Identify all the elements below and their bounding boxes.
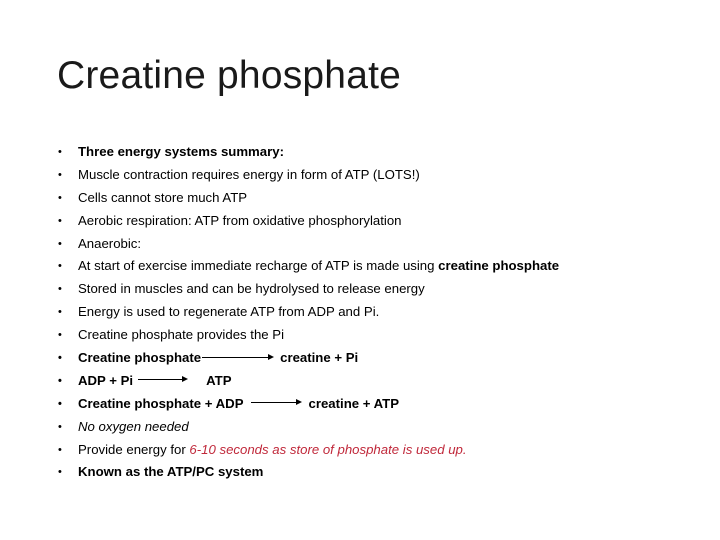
- list-item: [56, 212, 559, 235]
- list-item: [56, 395, 559, 418]
- item-text: Provide energy for: [78, 441, 190, 457]
- list-item: [56, 235, 559, 258]
- product-text: creatine + Pi: [280, 350, 359, 366]
- list-item: [56, 349, 559, 372]
- bullet-icon: •: [58, 146, 62, 158]
- list-item: [56, 326, 559, 349]
- item-text: Cells cannot store much ATP: [78, 189, 248, 205]
- bullet-icon: •: [58, 466, 62, 479]
- reactant-text: Creatine phosphate + ADP: [78, 395, 244, 411]
- bullet-icon: •: [58, 283, 62, 296]
- bullet-icon: •: [58, 374, 62, 387]
- bullet-icon: •: [58, 260, 62, 273]
- highlighted-text: 6-10 seconds as store of phosphate is used up.: [189, 441, 467, 457]
- item-text: Energy is used to regenerate ATP from ADP and Pi.: [78, 304, 380, 320]
- item-text-bold: creatine phosphate: [438, 258, 560, 274]
- item-text: Anaerobic:: [78, 235, 142, 251]
- item-text: Three energy systems summary:: [78, 144, 284, 159]
- item-text: At start of exercise immediate recharge of ATP is made using: [78, 258, 439, 274]
- list-item: [56, 257, 559, 280]
- list-item: [56, 303, 559, 326]
- bullet-icon: •: [58, 352, 62, 365]
- product-text: ATP: [206, 372, 232, 388]
- arrow-icon: [251, 402, 300, 404]
- item-text: Known as the ATP/PC system: [78, 464, 264, 480]
- item-text: No oxygen needed: [78, 418, 189, 434]
- list-item: [56, 463, 559, 486]
- slide-title: Creatine phosphate: [57, 54, 402, 97]
- list-item: [56, 143, 559, 166]
- reactant-text: Creatine phosphate: [78, 350, 202, 366]
- list-item: [56, 189, 559, 212]
- product-text: creatine + ATP: [308, 395, 400, 411]
- list-item: [56, 280, 559, 303]
- bullet-icon: •: [58, 237, 62, 250]
- item-text: Aerobic respiration: ATP from oxidative phosphorylation: [78, 212, 402, 228]
- bullet-icon: •: [58, 329, 62, 342]
- bullet-icon: •: [58, 191, 62, 204]
- item-text: Muscle contraction requires energy in form of ATP (LOTS!): [78, 166, 420, 182]
- item-text: Creatine phosphate provides the Pi: [78, 327, 285, 343]
- arrow-icon: [202, 357, 272, 359]
- bullet-icon: •: [58, 397, 62, 410]
- list-item: [56, 418, 559, 441]
- list-item: [56, 441, 559, 464]
- reactant-text: ADP + Pi: [78, 372, 134, 388]
- item-text: Stored in muscles and can be hydrolysed to release energy: [78, 281, 425, 297]
- bullet-icon: •: [58, 214, 62, 227]
- list-item: [56, 372, 559, 395]
- bullet-icon: •: [58, 420, 62, 433]
- list-item: [56, 166, 559, 189]
- bullet-list: [56, 143, 559, 486]
- arrow-icon: [138, 379, 186, 381]
- bullet-icon: •: [58, 168, 62, 181]
- bullet-icon: •: [58, 306, 62, 319]
- bullet-icon: •: [58, 443, 62, 456]
